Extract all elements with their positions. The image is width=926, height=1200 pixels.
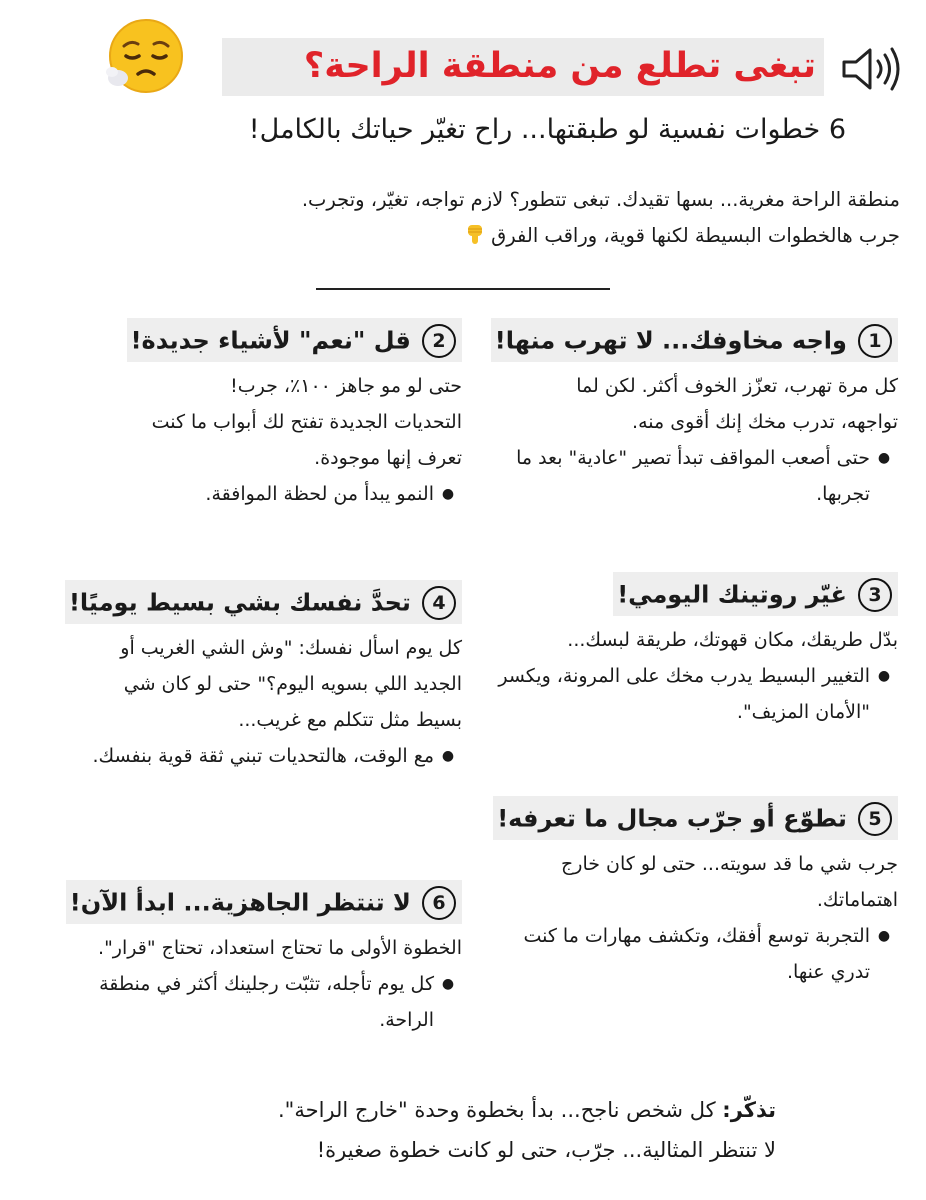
bullet-dot: ● <box>877 450 891 466</box>
step-number: 1 <box>858 324 892 358</box>
step-1 <box>488 318 898 512</box>
page-title: تبغى تطلع من منطقة الراحة؟ <box>303 46 816 86</box>
bullet-item <box>488 658 898 730</box>
divider <box>316 288 610 290</box>
step-heading <box>491 318 898 362</box>
step-body <box>42 630 462 738</box>
body-line: حتى لو مو جاهز ١٠٠٪، جرب! <box>230 375 462 397</box>
bullet-item <box>488 918 898 990</box>
bullet-item <box>42 738 462 774</box>
sleepy-face-emoji <box>104 16 186 98</box>
step-body <box>488 622 898 658</box>
step-3 <box>488 572 898 730</box>
bullet-dot: ● <box>877 668 891 684</box>
bullet-text: مع الوقت، هالتحديات تبني ثقة قوية بنفسك. <box>92 745 434 767</box>
step-heading <box>613 572 898 616</box>
body-line: الجديد اللي بسويه اليوم؟" حتى لو كان شي <box>123 673 462 695</box>
step-title: تطوّع أو جرّب مجال ما تعرفه! <box>497 804 847 833</box>
remember-note <box>136 1090 776 1170</box>
step-title: غيّر روتينك اليومي! <box>617 580 847 609</box>
speaker-icon[interactable] <box>838 42 904 96</box>
body-line: بسيط مثل تتكلم مع غريب... <box>238 709 462 731</box>
step-number: 6 <box>422 886 456 920</box>
step-heading <box>493 796 898 840</box>
bullet-text: النمو يبدأ من لحظة الموافقة. <box>205 483 434 505</box>
step-body <box>42 368 462 476</box>
bullet-item <box>488 440 898 512</box>
step-body <box>488 846 898 918</box>
body-line: التحديات الجديدة تفتح لك أبواب ما كنت <box>151 411 462 433</box>
body-line: كل مرة تهرب، تعزّز الخوف أكثر. لكن لما <box>576 375 898 397</box>
bullet-text: كل يوم تأجله، تثبّت رجلينك أكثر في منطقة الراحة. <box>99 973 434 1031</box>
step-heading <box>65 580 462 624</box>
bullet-dot: ● <box>877 928 891 944</box>
body-line: تواجهه، تدرب مخك إنك أقوى منه. <box>632 411 898 433</box>
intro-line-2-text: جرب هالخطوات البسيطة لكنها قوية، وراقب الفرق <box>491 224 900 247</box>
step-4 <box>42 580 462 774</box>
step-title: تحدَّ نفسك بشي بسيط يوميًا! <box>68 588 411 617</box>
bullet-text: حتى أصعب المواقف تبدأ تصير "عادية" بعد ما تجربها. <box>516 447 870 505</box>
step-body <box>42 930 462 966</box>
body-line: كل يوم اسأل نفسك: "وش الشي الغريب أو <box>120 637 462 659</box>
body-line: تعرف إنها موجودة. <box>314 447 462 469</box>
step-5 <box>488 796 898 990</box>
remember-line-2: لا تنتظر المثالية... جرّب، حتى لو كانت خطوة صغيرة! <box>316 1138 776 1162</box>
body-line: الخطوة الأولى ما تحتاج استعداد، تحتاج "قرار". <box>98 937 462 959</box>
step-title: لا تنتظر الجاهزية... ابدأ الآن! <box>69 888 411 917</box>
bullet-dot: ● <box>441 486 455 502</box>
bullet-text: التغيير البسيط يدرب مخك على المرونة، ويكسر "الأمان المزيف". <box>498 665 870 723</box>
step-2 <box>42 318 462 512</box>
bullet-item <box>42 476 462 512</box>
remember-label: تذكّر: <box>722 1098 776 1122</box>
step-6 <box>42 880 462 1038</box>
remember-text-1: كل شخص ناجح... بدأ بخطوة وحدة "خارج الراحة". <box>278 1098 716 1122</box>
step-body <box>488 368 898 440</box>
step-number: 5 <box>858 802 892 836</box>
step-heading <box>127 318 462 362</box>
step-heading <box>66 880 462 924</box>
body-line: جرب شي ما قد سويته... حتى لو كان خارج <box>561 853 898 875</box>
intro-line-1: منطقة الراحة مغرية... بسها تقيدك. تبغى تتطور؟ لازم تواجه، تغيّر، وتجرب. <box>301 188 900 211</box>
remember-line-1 <box>136 1090 776 1130</box>
intro-paragraph <box>40 182 900 254</box>
body-line: بدّل طريقك، مكان قهوتك، طريقة لبسك... <box>567 629 898 651</box>
bullet-text: التجربة توسع أفقك، وتكشف مهارات ما كنت تدري عنها. <box>523 925 870 983</box>
bullet-dot: ● <box>441 748 455 764</box>
step-title: قل "نعم" لأشياء جديدة! <box>130 326 411 355</box>
bullet-dot: ● <box>441 976 455 992</box>
step-number: 2 <box>422 324 456 358</box>
pointing-down-hand-emoji <box>463 222 487 246</box>
page-subtitle: 6 خطوات نفسية لو طبقتها... راح تغيّر حياتك بالكامل! <box>248 114 846 145</box>
intro-line-2 <box>40 218 900 254</box>
step-title: واجه مخاوفك... لا تهرب منها! <box>494 326 847 355</box>
step-number: 3 <box>858 578 892 612</box>
bullet-item <box>42 966 462 1038</box>
body-line: اهتماماتك. <box>816 889 898 911</box>
step-number: 4 <box>422 586 456 620</box>
